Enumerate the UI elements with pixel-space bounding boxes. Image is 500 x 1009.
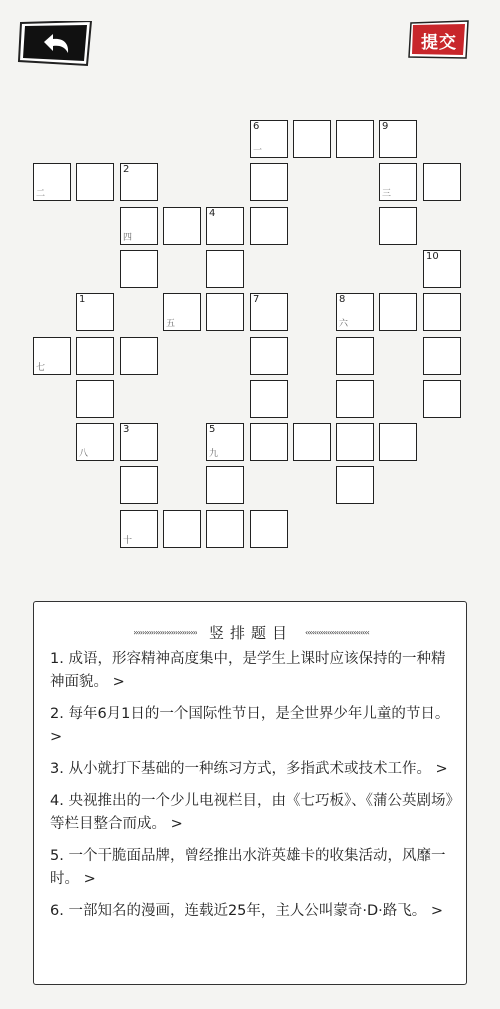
- grid-cell[interactable]: [336, 423, 374, 461]
- clue-item[interactable]: 6. 一部知名的漫画，连载近25年，主人公叫蒙奇·D·路飞。 >: [50, 903, 444, 919]
- grid-cell[interactable]: [76, 293, 114, 331]
- cell-number: 7: [253, 294, 260, 305]
- grid-cell[interactable]: [379, 293, 417, 331]
- cell-across-label: 三: [382, 189, 392, 199]
- grid-cell[interactable]: [120, 466, 158, 504]
- grid-cell[interactable]: [250, 380, 288, 418]
- clues-panel-header: [34, 620, 468, 644]
- cell-across-label: 二: [36, 189, 46, 199]
- cell-number: 6: [253, 121, 260, 132]
- grid-cell[interactable]: [293, 120, 331, 158]
- cell-number: 5: [209, 424, 216, 435]
- grid-cell[interactable]: [379, 423, 417, 461]
- cell-across-label: 八: [79, 449, 89, 459]
- submit-label: 提交: [421, 32, 457, 53]
- clue-item[interactable]: 5. 一个干脆面品牌，曾经推出水浒英雄卡的收集活动，风靡一时。 >: [50, 848, 446, 887]
- cell-across-label: 一: [253, 146, 263, 156]
- grid-cell[interactable]: [206, 423, 244, 461]
- clues-panel-title: 竖排题目: [208, 623, 293, 642]
- cell-across-label: 六: [339, 319, 349, 329]
- grid-cell[interactable]: [336, 120, 374, 158]
- grid-cell[interactable]: [423, 293, 461, 331]
- cell-number: 3: [123, 424, 130, 435]
- grid-cell[interactable]: [163, 207, 201, 245]
- clues-panel: [33, 601, 467, 985]
- cell-across-label: 十: [123, 536, 133, 546]
- grid-cell[interactable]: [33, 337, 71, 375]
- clue-item[interactable]: 3. 从小就打下基础的一种练习方式，多指武术或技术工作。 >: [50, 761, 448, 777]
- grid-cell[interactable]: [250, 163, 288, 201]
- cell-across-label: 七: [36, 363, 46, 373]
- grid-cell[interactable]: [206, 466, 244, 504]
- grid-cell[interactable]: [206, 207, 244, 245]
- grid-cell[interactable]: [76, 380, 114, 418]
- grid-cell[interactable]: [163, 510, 201, 548]
- grid-cell[interactable]: [120, 207, 158, 245]
- grid-cell[interactable]: [336, 337, 374, 375]
- decor-left: ›››››››››››››››››››››››››››››: [133, 627, 197, 637]
- cell-number: 2: [123, 164, 130, 175]
- decor-right: ‹‹‹‹‹‹‹‹‹‹‹‹‹‹‹‹‹‹‹‹‹‹‹‹‹‹‹‹‹: [305, 627, 369, 637]
- grid-cell[interactable]: [250, 510, 288, 548]
- grid-cell[interactable]: [379, 120, 417, 158]
- clue-item[interactable]: 1. 成语，形容精神高度集中，是学生上课时应该保持的一种精神面貌。 >: [50, 651, 446, 690]
- grid-cell[interactable]: [379, 163, 417, 201]
- grid-cell[interactable]: [206, 510, 244, 548]
- grid-cell[interactable]: [293, 423, 331, 461]
- grid-cell[interactable]: [33, 163, 71, 201]
- cell-number: 8: [339, 294, 346, 305]
- clue-item[interactable]: 2. 每年6月1日的一个国际性节日，是全世界少年儿童的节日。 >: [50, 706, 450, 745]
- cell-number: 9: [382, 121, 389, 132]
- grid-cell[interactable]: [76, 423, 114, 461]
- grid-cell[interactable]: [206, 293, 244, 331]
- cell-across-label: 四: [123, 233, 133, 243]
- grid-cell[interactable]: [250, 207, 288, 245]
- grid-cell[interactable]: [379, 207, 417, 245]
- grid-cell[interactable]: [120, 163, 158, 201]
- cell-number: 10: [426, 251, 439, 262]
- grid-cell[interactable]: [423, 250, 461, 288]
- grid-cell[interactable]: [250, 423, 288, 461]
- cell-number: 1: [79, 294, 86, 305]
- clue-item[interactable]: 4. 央视推出的一个少儿电视栏目，由《七巧板》、《蒲公英剧场》等栏目整合而成。 >: [50, 793, 453, 832]
- grid-cell[interactable]: [423, 163, 461, 201]
- grid-cell[interactable]: [120, 423, 158, 461]
- grid-cell[interactable]: [336, 293, 374, 331]
- grid-cell[interactable]: [76, 337, 114, 375]
- cell-across-label: 五: [166, 319, 176, 329]
- grid-cell[interactable]: [120, 337, 158, 375]
- grid-cell[interactable]: [250, 120, 288, 158]
- grid-cell[interactable]: [76, 163, 114, 201]
- grid-cell[interactable]: [336, 380, 374, 418]
- grid-cell[interactable]: [423, 337, 461, 375]
- grid-cell[interactable]: [206, 250, 244, 288]
- grid-cell[interactable]: [120, 250, 158, 288]
- cell-across-label: 九: [209, 449, 219, 459]
- grid-cell[interactable]: [163, 293, 201, 331]
- clue-list: [50, 648, 455, 932]
- grid-cell[interactable]: [120, 510, 158, 548]
- grid-cell[interactable]: [423, 380, 461, 418]
- cell-number: 4: [209, 208, 216, 219]
- grid-cell[interactable]: [250, 337, 288, 375]
- grid-cell[interactable]: [336, 466, 374, 504]
- grid-cell[interactable]: [250, 293, 288, 331]
